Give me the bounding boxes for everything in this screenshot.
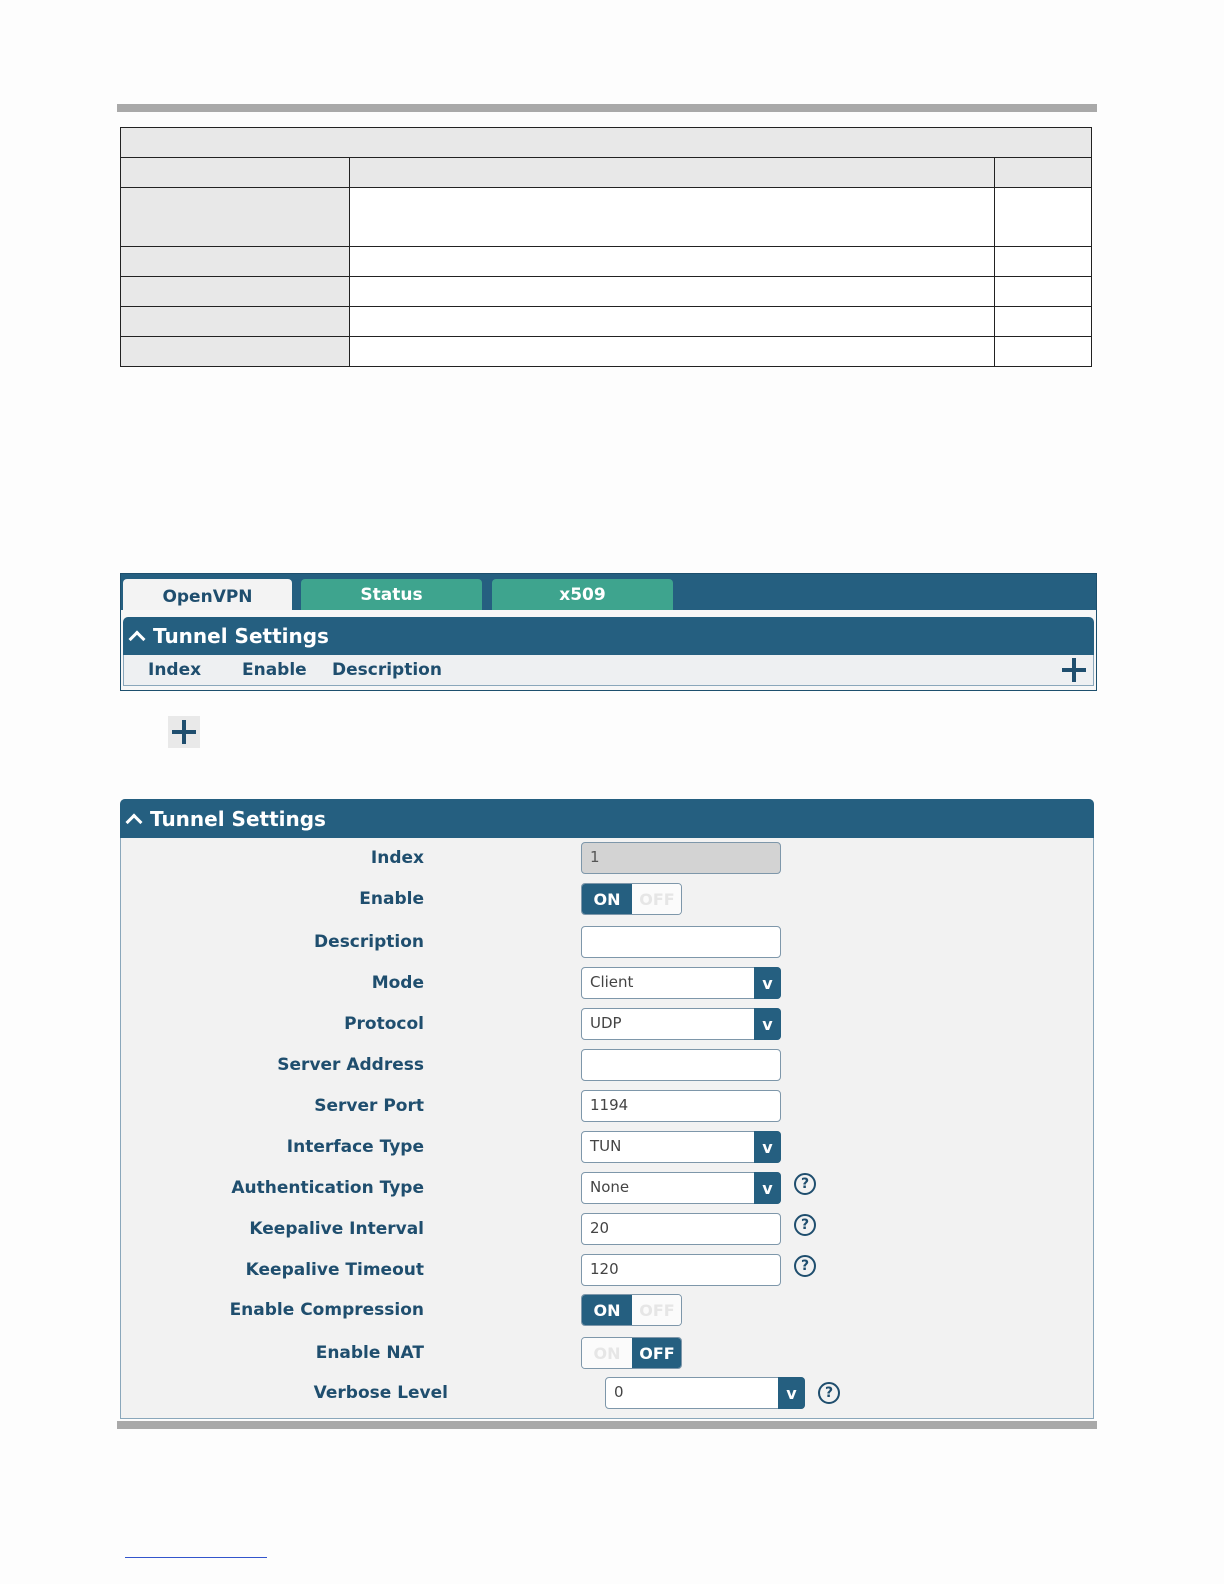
interface-type-value: TUN bbox=[590, 1137, 622, 1155]
table-cell bbox=[350, 307, 995, 337]
protocol-label: Protocol bbox=[344, 1014, 424, 1034]
authentication-type-select[interactable] bbox=[581, 1172, 781, 1204]
table-cell bbox=[350, 337, 995, 367]
table-cell bbox=[121, 277, 350, 307]
help-icon[interactable]: ? bbox=[818, 1382, 840, 1404]
column-description: Description bbox=[332, 660, 442, 680]
table-cell bbox=[995, 247, 1092, 277]
help-icon[interactable]: ? bbox=[794, 1173, 816, 1195]
table-cell bbox=[350, 158, 995, 188]
verbose-level-select[interactable] bbox=[605, 1377, 805, 1409]
interface-type-select[interactable] bbox=[581, 1131, 781, 1163]
toggle-on: ON bbox=[582, 1295, 632, 1325]
server-port-label: Server Port bbox=[314, 1096, 424, 1116]
enable-label: Enable bbox=[359, 889, 424, 909]
list-panel-header[interactable] bbox=[123, 617, 1094, 655]
column-index: Index bbox=[148, 660, 202, 680]
bottom-rule bbox=[117, 1421, 1097, 1429]
table-cell bbox=[121, 158, 350, 188]
list-panel-title: Tunnel Settings bbox=[153, 624, 329, 648]
server-address-label: Server Address bbox=[277, 1055, 424, 1075]
table-cell bbox=[350, 247, 995, 277]
server-address-input[interactable] bbox=[581, 1049, 781, 1081]
protocol-value: UDP bbox=[590, 1014, 622, 1032]
verbose-level-value: 0 bbox=[614, 1383, 624, 1401]
table-cell bbox=[350, 277, 995, 307]
tab-status[interactable]: Status bbox=[301, 579, 482, 611]
mode-value: Client bbox=[590, 973, 634, 991]
plus-icon bbox=[172, 720, 196, 744]
description-label: Description bbox=[314, 932, 424, 952]
enable-nat-label: Enable NAT bbox=[315, 1343, 424, 1363]
toggle-off: OFF bbox=[632, 1338, 682, 1368]
interface-type-label: Interface Type bbox=[286, 1137, 424, 1157]
keepalive-interval-label: Keepalive Interval bbox=[249, 1219, 424, 1239]
collapse-caret-icon bbox=[126, 813, 143, 830]
verbose-level-label: Verbose Level bbox=[313, 1383, 448, 1403]
enable-compression-label: Enable Compression bbox=[229, 1300, 424, 1320]
table-header-row bbox=[121, 128, 1092, 158]
index-input[interactable]: 1 bbox=[581, 842, 781, 874]
add-button bbox=[168, 716, 200, 748]
toggle-on: ON bbox=[582, 1338, 632, 1368]
help-icon[interactable]: ? bbox=[794, 1255, 816, 1277]
reference-table bbox=[120, 127, 1092, 367]
enable-nat-toggle[interactable] bbox=[581, 1337, 682, 1369]
chevron-down-icon: v bbox=[754, 1172, 781, 1204]
enable-compression-toggle[interactable] bbox=[581, 1294, 682, 1326]
toggle-on: ON bbox=[582, 884, 632, 914]
table-cell bbox=[121, 188, 350, 247]
table-cell bbox=[995, 337, 1092, 367]
authentication-type-label: Authentication Type bbox=[231, 1178, 424, 1198]
plus-icon[interactable] bbox=[1062, 658, 1086, 682]
form-panel-title: Tunnel Settings bbox=[150, 806, 326, 831]
chevron-down-icon: v bbox=[754, 1008, 781, 1040]
table-cell bbox=[350, 188, 995, 247]
enable-toggle[interactable] bbox=[581, 883, 682, 915]
keepalive-timeout-input[interactable]: 120 bbox=[581, 1254, 781, 1286]
authentication-type-value: None bbox=[590, 1178, 630, 1196]
tab-openvpn[interactable]: OpenVPN bbox=[123, 579, 292, 615]
toggle-off: OFF bbox=[632, 1295, 682, 1325]
mode-label: Mode bbox=[371, 973, 424, 993]
openvpn-tab-frame bbox=[120, 573, 1097, 691]
table-cell bbox=[995, 188, 1092, 247]
table-cell bbox=[121, 307, 350, 337]
form-panel-header[interactable] bbox=[120, 799, 1094, 838]
tunnel-settings-panel bbox=[120, 799, 1094, 1419]
table-cell bbox=[121, 337, 350, 367]
collapse-caret-icon bbox=[129, 631, 146, 648]
column-enable: Enable bbox=[242, 660, 307, 680]
help-icon[interactable]: ? bbox=[794, 1214, 816, 1236]
mode-select[interactable] bbox=[581, 967, 781, 999]
chevron-down-icon: v bbox=[754, 967, 781, 999]
keepalive-interval-input[interactable]: 20 bbox=[581, 1213, 781, 1245]
toggle-off: OFF bbox=[632, 884, 682, 914]
index-label: Index bbox=[370, 848, 424, 868]
protocol-select[interactable] bbox=[581, 1008, 781, 1040]
chevron-down-icon: v bbox=[754, 1131, 781, 1163]
list-header-row bbox=[123, 655, 1094, 686]
tab-x509[interactable]: x509 bbox=[492, 579, 673, 611]
description-input[interactable] bbox=[581, 926, 781, 958]
top-rule bbox=[117, 104, 1097, 112]
table-cell bbox=[995, 277, 1092, 307]
table-cell bbox=[121, 247, 350, 277]
server-port-input[interactable]: 1194 bbox=[581, 1090, 781, 1122]
table-cell bbox=[995, 158, 1092, 188]
keepalive-timeout-label: Keepalive Timeout bbox=[245, 1260, 424, 1280]
chevron-down-icon: v bbox=[778, 1377, 805, 1409]
table-cell bbox=[995, 307, 1092, 337]
footnote-rule bbox=[125, 1557, 267, 1558]
